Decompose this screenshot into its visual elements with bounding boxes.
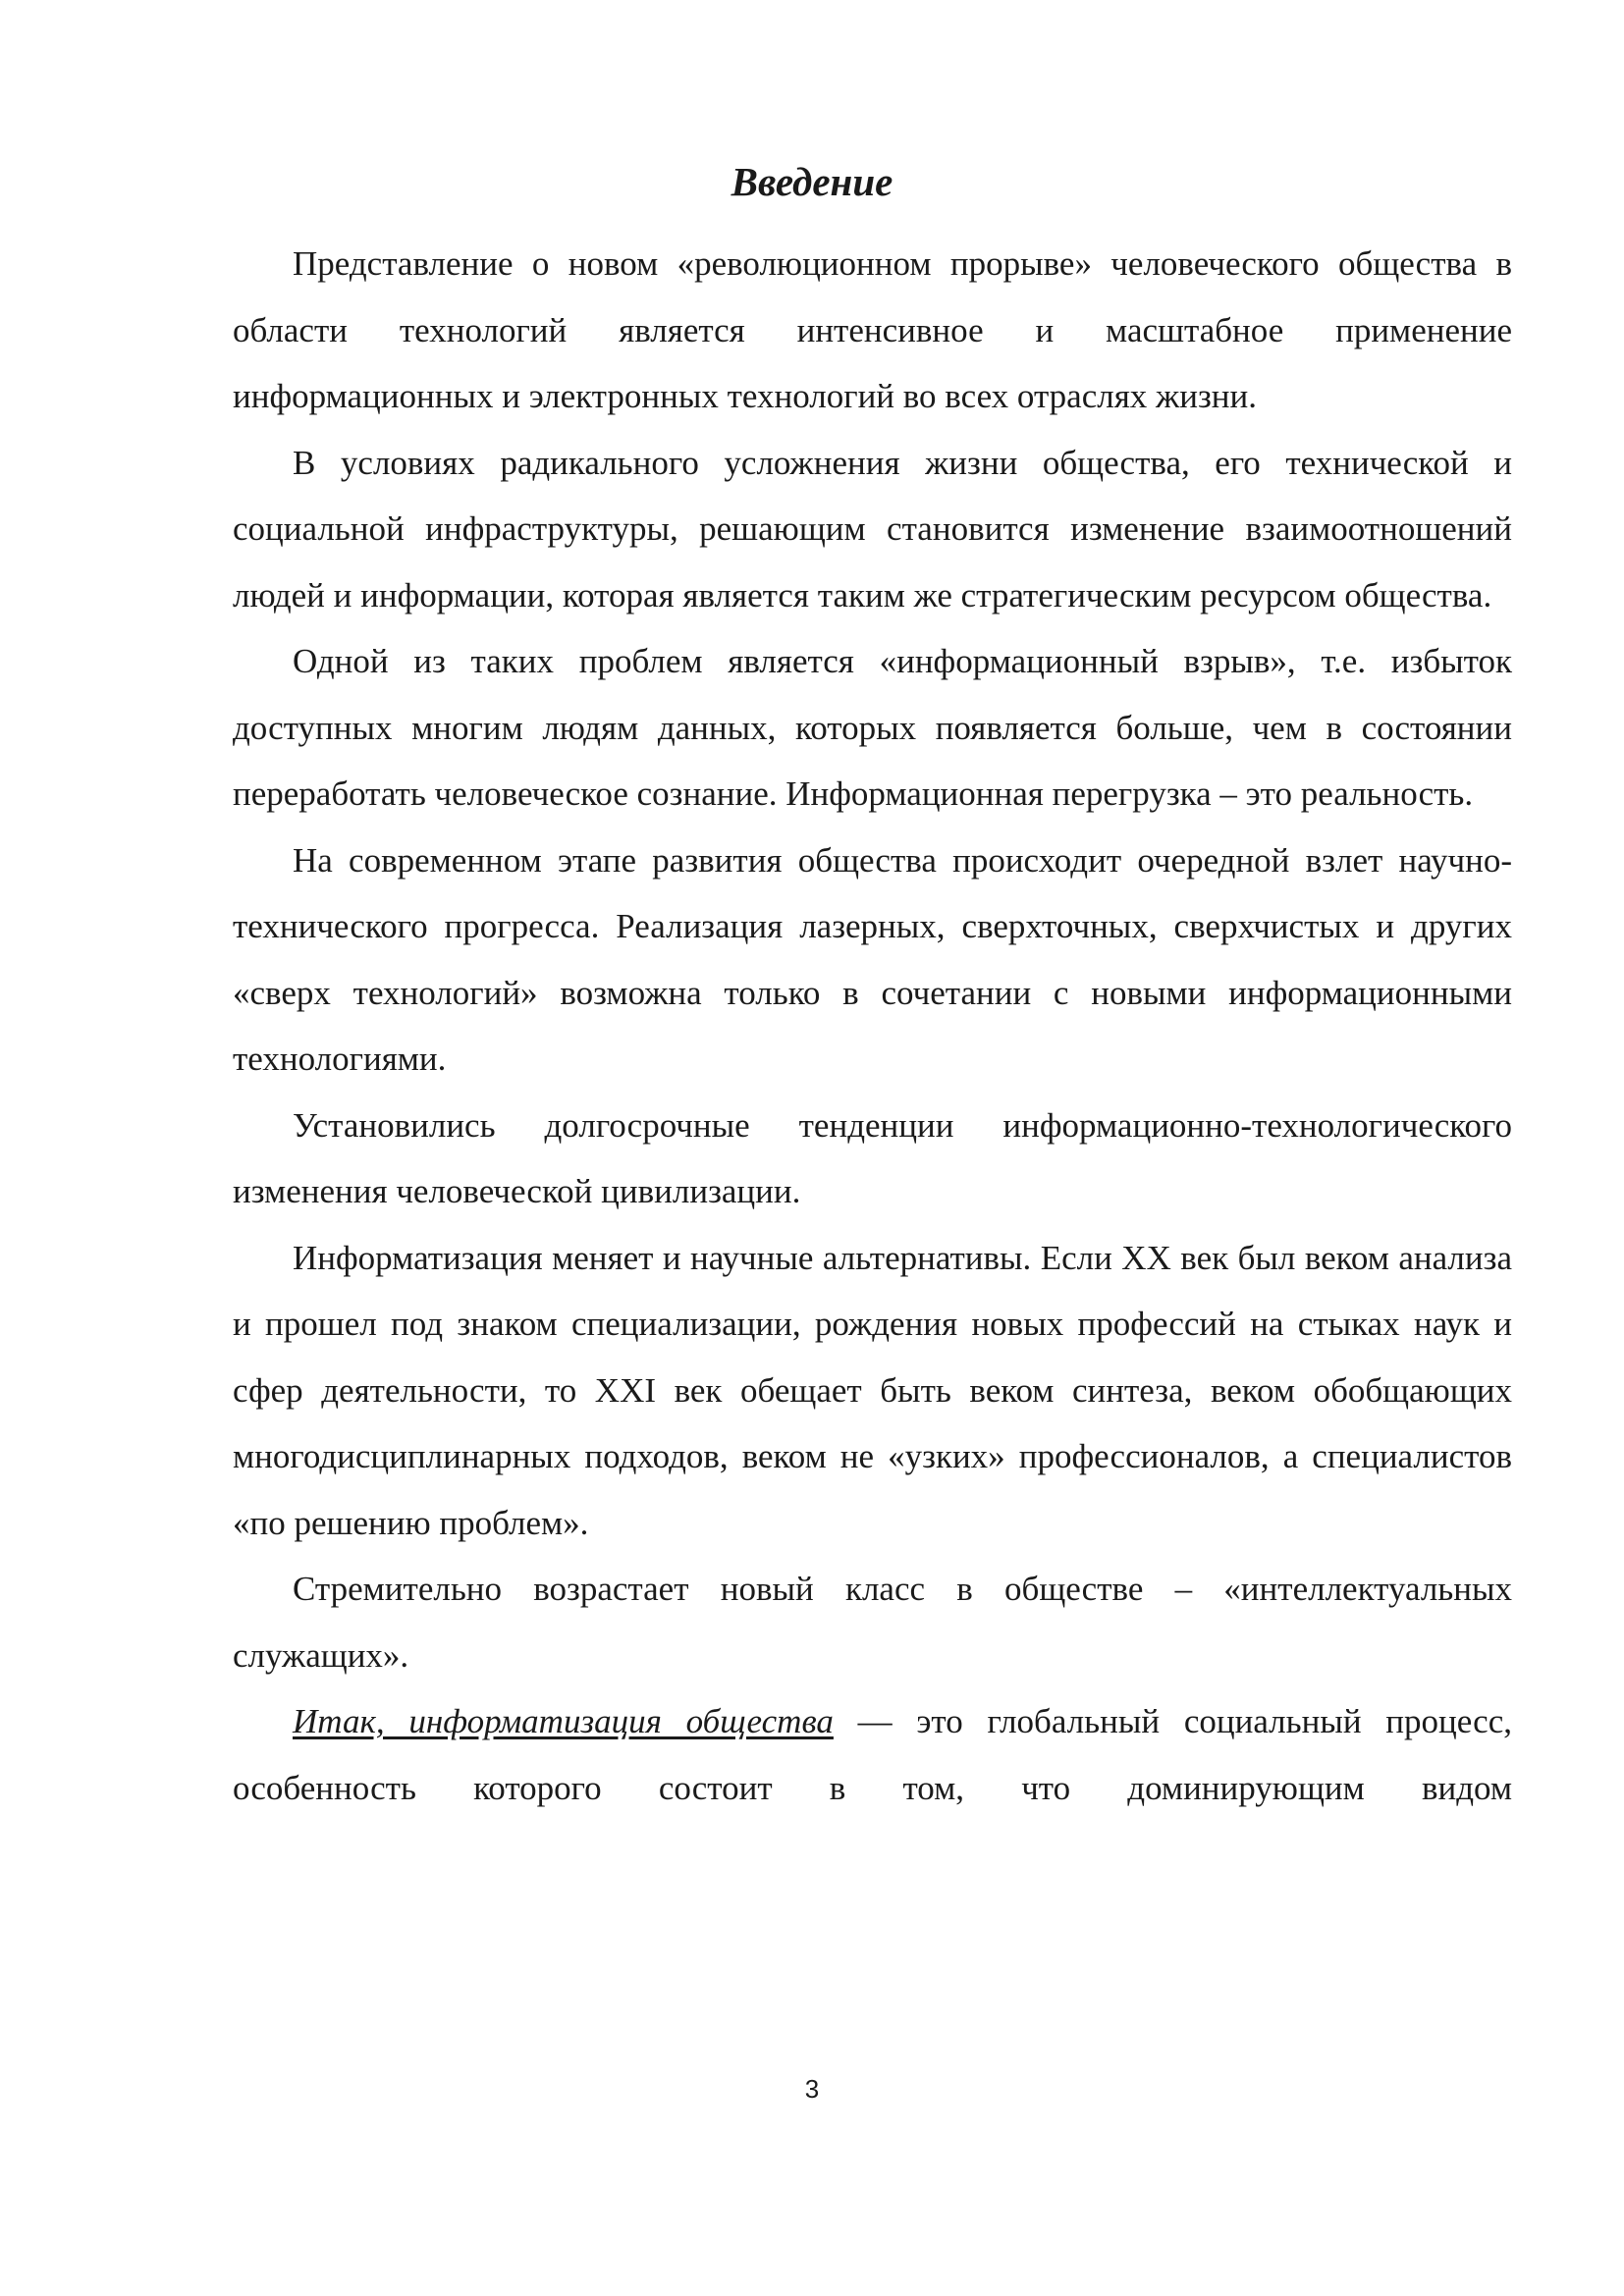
paragraph-8-text: — это глобальный социальный процесс, особенность которого состоит в том, что доминирующим видом <box>233 1702 1512 1807</box>
paragraph-3: Одной из таких проблем является «информационный взрыв», т.е. избыток доступных многим людям данных, которых появляется больше, чем в состоянии переработать человеческое сознание. Информационная перегрузка – это реальность. <box>233 642 1512 813</box>
paragraph-2: В условиях радикального усложнения жизни общества, его технической и социальной инфраструктуры, решающим становится изменение взаимоотношений людей и информации, которая является таким же стратегическим ресурсом общества. <box>233 443 1512 614</box>
page-title: Введение <box>731 159 893 204</box>
document-body <box>233 231 1512 1821</box>
paragraph-5: Установились долгосрочные тенденции информационно-технологического изменения человеческой цивилизации. <box>233 1105 1512 1210</box>
paragraph-7: Стремительно возрастает новый класс в обществе – «интеллектуальных служащих». <box>233 1570 1512 1675</box>
paragraph-8 <box>233 1688 1512 1821</box>
page-number: 3 <box>804 2074 820 2104</box>
paragraph-6: Информатизация меняет и научные альтернативы. Если XX век был веком анализа и прошел под знаком специализации, рождения новых профессий на стыках наук и сфер деятельности, то XXI век обещает быть веком синтеза, веком обобщающих многодисциплинарных подходов, веком не «узких» профессионалов, а специалистов «по решению проблем». <box>233 1238 1512 1542</box>
paragraph-4: На современном этапе развития общества происходит очередной взлет научно-технического прогресса. Реализация лазерных, сверхточных, сверхчистых и других «сверх технологий» возможна только в сочетании с новыми информационными технологиями. <box>233 840 1512 1078</box>
paragraph-1: Представление о новом «революционном прорыве» человеческого общества в области технологий является интенсивное и масштабное применение информационных и электронных технологий во всех отраслях жизни. <box>233 244 1512 415</box>
emphasized-term: Итак, информатизация общества <box>293 1702 834 1740</box>
